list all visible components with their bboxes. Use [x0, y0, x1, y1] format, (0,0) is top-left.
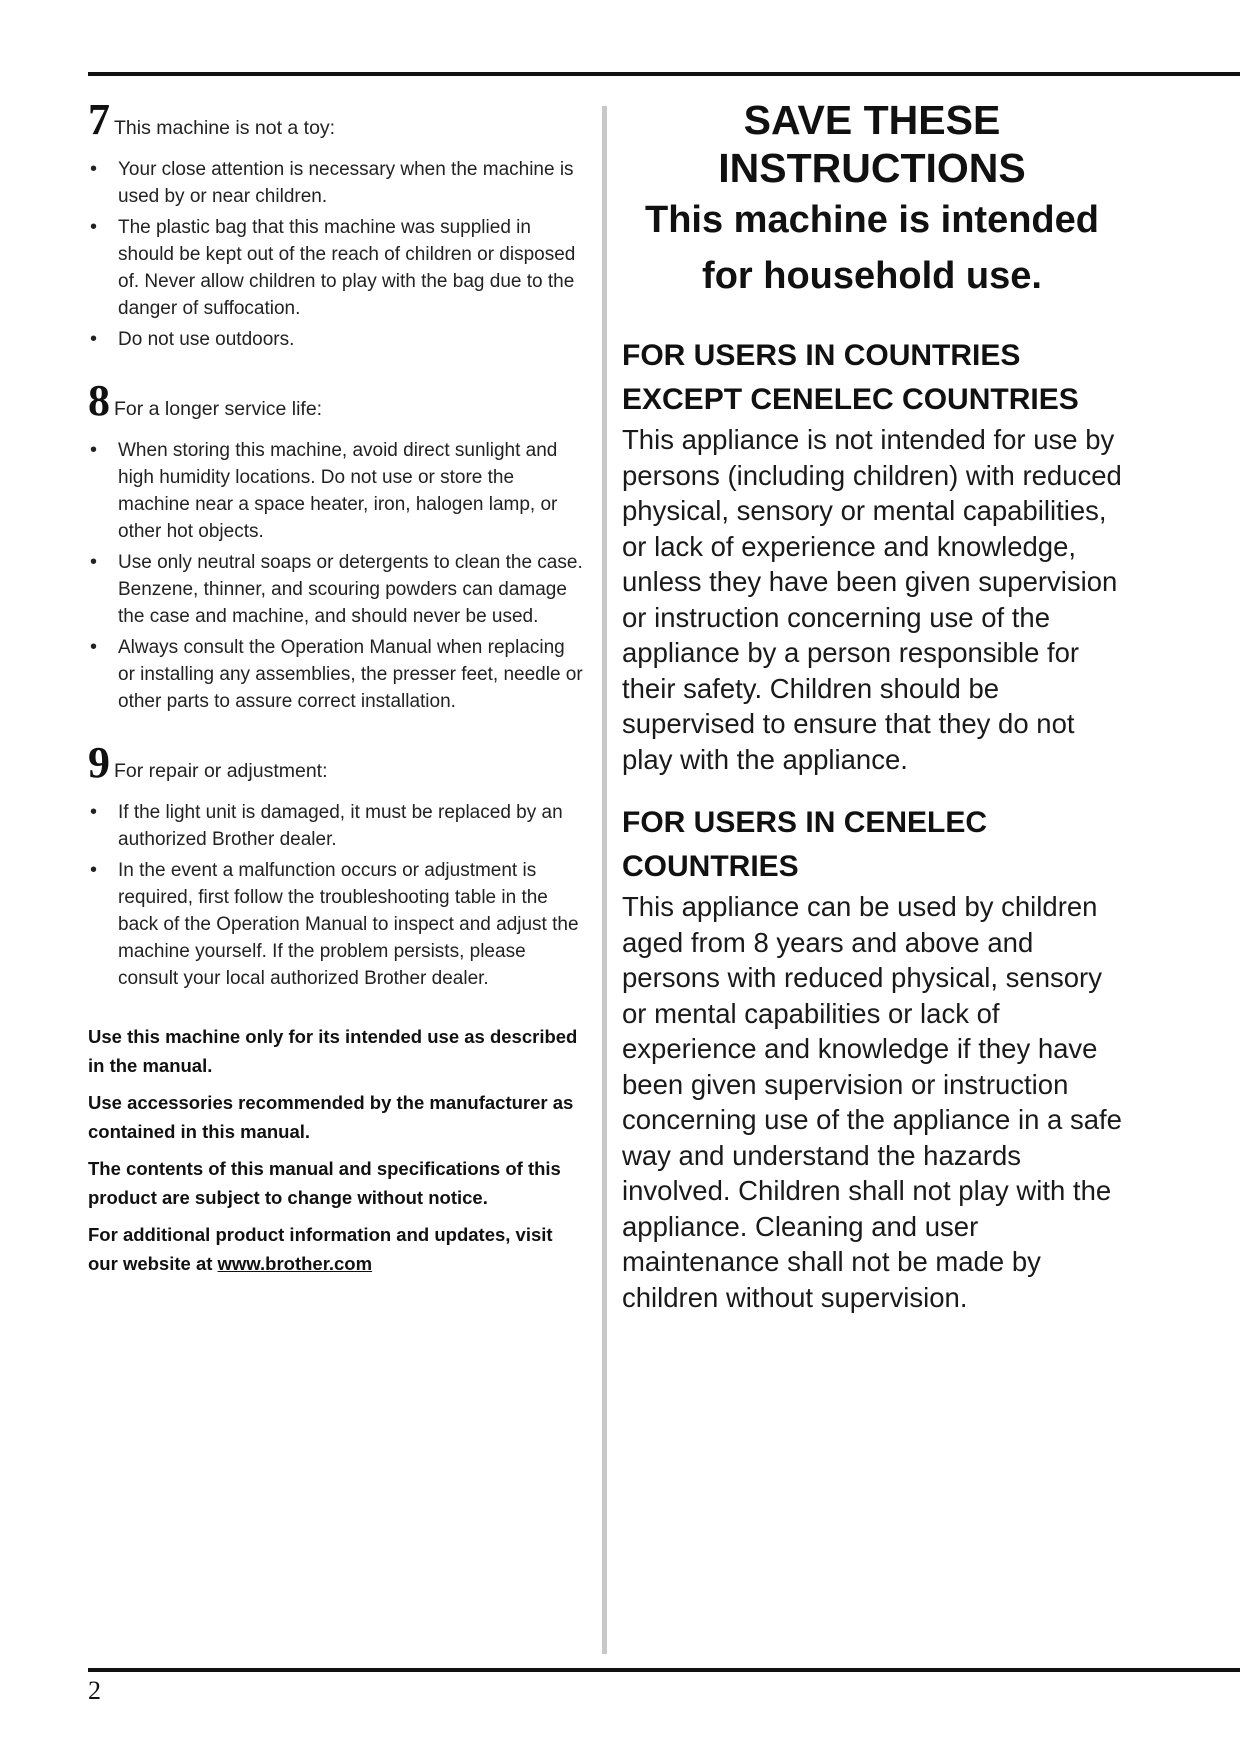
heading-line-2: COUNTRIES — [622, 850, 799, 883]
bottom-rule — [88, 1668, 1240, 1672]
intended-line-2: for household use. — [702, 255, 1042, 297]
list-item: • When storing this machine, avoid direct sunlight and high humidity locations. Do not use or store the machine near a space heater, iron, halogen lamp, or other hot objects. — [88, 437, 586, 545]
body-cenelec: This appliance can be used by children aged from 8 years and above and persons with reduced physical, sensory or mental capabilities or lack of experience and knowledge if they have been given supervision or instruction concerning use of the appliance in a safe way and understand the hazards involved. Children shall not play with the appliance. Cleaning and user maintenance shall not be made by children without supervision. — [622, 891, 1122, 1313]
section-number: 8 — [88, 376, 110, 425]
section-number: 7 — [88, 95, 110, 144]
section-header — [88, 376, 586, 425]
notes-block — [88, 1022, 586, 1278]
list-item: • In the event a malfunction occurs or adjustment is required, first follow the troubleshooting table in the back of the Operation Manual to inspect and adjust the machine yourself. If the problem persists, please consult your local authorized Brother dealer. — [88, 857, 586, 992]
section-number: 9 — [88, 738, 110, 787]
section-header — [88, 95, 586, 144]
left-column — [88, 95, 586, 1286]
column-divider — [602, 106, 607, 1654]
title-line-1: SAVE THESE — [743, 97, 1001, 143]
note-accessories: Use accessories recommended by the manufacturer as contained in this manual. — [88, 1092, 574, 1142]
list-item: • Use only neutral soaps or detergents to clean the case. Benzene, thinner, and scouring powders can damage the case and machine, and should never be used. — [88, 549, 586, 630]
section-8 — [88, 376, 586, 715]
list-item: • If the light unit is damaged, it must be replaced by an authorized Brother dealer. — [88, 799, 586, 853]
heading-line-2: EXCEPT CENELEC COUNTRIES — [622, 383, 1079, 416]
bullet-list — [88, 437, 586, 715]
section-title: For repair or adjustment: — [114, 760, 328, 782]
heading-cenelec — [622, 801, 1122, 889]
page-number: 2 — [88, 1676, 101, 1705]
list-item: • Always consult the Operation Manual when replacing or installing any assemblies, the presser feet, needle or other parts to assure correct installation. — [88, 634, 586, 715]
heading-non-cenelec — [622, 334, 1122, 422]
right-column — [622, 96, 1122, 1339]
top-rule — [88, 72, 1240, 76]
section-header — [88, 738, 586, 787]
note-intended-use: Use this machine only for its intended use as described in the manual. — [88, 1026, 578, 1076]
page-title — [622, 96, 1122, 192]
list-item: • Do not use outdoors. — [88, 326, 586, 353]
section-9 — [88, 738, 586, 992]
household-use-notice — [622, 192, 1122, 304]
heading-line-1: FOR USERS IN CENELEC — [622, 806, 988, 839]
bullet-list — [88, 799, 586, 992]
body-non-cenelec: This appliance is not intended for use by persons (including children) with reduced physical, sensory or mental capabilities, or lack of experience and knowledge, unless they have been given supervision or instruction concerning use of the appliance by a person responsible for their safety. Children should be supervised to ensure that they do not play with the appliance. — [622, 424, 1122, 775]
heading-line-1: FOR USERS IN COUNTRIES — [622, 339, 1021, 372]
website-link[interactable]: www.brother.com — [217, 1253, 373, 1274]
intended-line-1: This machine is intended — [645, 199, 1099, 241]
bullet-list — [88, 156, 586, 353]
note-website — [88, 1220, 586, 1278]
section-title: For a longer service life: — [114, 398, 323, 420]
section-title: This machine is not a toy: — [114, 117, 336, 139]
list-item: • The plastic bag that this machine was supplied in should be kept out of the reach of children or disposed of. Never allow children to play with the bag due to the danger of suffocation. — [88, 214, 586, 322]
title-line-2: INSTRUCTIONS — [718, 145, 1026, 191]
section-7 — [88, 95, 586, 353]
website-prefix: For additional product information and updates, visit our website at — [88, 1224, 553, 1274]
note-contents: The contents of this manual and specifications of this product are subject to change without notice. — [88, 1158, 561, 1208]
list-item: • Your close attention is necessary when the machine is used by or near children. — [88, 156, 586, 210]
